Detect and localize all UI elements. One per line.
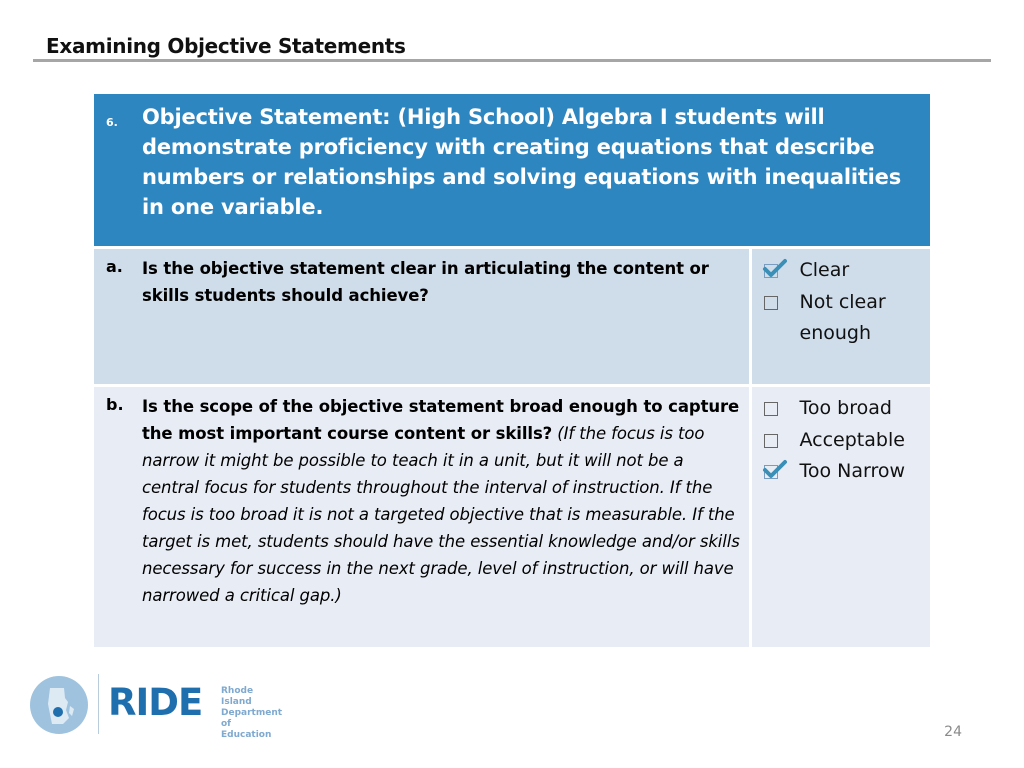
title-divider (33, 59, 991, 62)
objective-table (94, 94, 930, 647)
ride-subtitle-line: Rhode Island (221, 686, 254, 707)
option-acceptable[interactable] (762, 425, 931, 457)
question-bold: Is the scope of the objective statement broad enough to capture the most important course content or skills? (142, 397, 740, 443)
page-number: 24 (944, 724, 962, 740)
table-row (94, 248, 930, 386)
question-text (142, 386, 750, 648)
question-note: (If the focus is too narrow it might be possible to teach it in a unit, but it will not be a central focus for students throughout the interval of instruction. If the focus is too broad it is not a targeted objective that is measurable. If the target is met, students should have the essential knowledge and/or skills necessary for success in the next grade, level of instruction, or will have narrowed a critical gap.) (142, 424, 740, 605)
objective-statement: Objective Statement: (High School) Algebra I students will demonstrate proficiency with creating equations that describe numbers or relationships and solving equations with inequalities in one variable. (142, 94, 930, 248)
rhode-island-map-icon (30, 676, 88, 734)
option-too-broad[interactable] (762, 393, 931, 425)
ride-subtitle-line: Department (221, 708, 283, 718)
table-row (94, 386, 930, 648)
option-label: Too broad (799, 397, 892, 419)
ride-wordmark: RIDE (108, 681, 203, 724)
checkbox-icon[interactable] (764, 434, 778, 448)
option-not-clear-enough[interactable] (762, 287, 931, 350)
ride-subtitle (221, 686, 282, 741)
question-text (142, 248, 750, 386)
option-label: Acceptable (799, 428, 905, 451)
options-cell (750, 248, 930, 386)
options-cell (750, 386, 930, 648)
option-label: Too Narrow (799, 460, 906, 482)
option-label: Clear (799, 259, 850, 281)
question-bold: Is the objective statement clear in articulating the content or skills students should achieve? (142, 259, 709, 305)
ride-logo (30, 672, 283, 740)
row-letter: b. (94, 386, 142, 648)
objective-header-row (94, 94, 930, 248)
objective-number: 6. (94, 94, 142, 248)
checkmark-icon (760, 459, 788, 481)
checkbox-icon[interactable] (764, 402, 778, 416)
option-label: Not clear enough (799, 290, 886, 344)
option-too-narrow[interactable] (762, 456, 931, 488)
checkbox-icon[interactable] (764, 296, 778, 310)
logo-divider (98, 674, 99, 734)
slide-title: Examining Objective Statements (46, 34, 406, 58)
ride-subtitle-line: of Education (221, 719, 272, 740)
option-clear[interactable] (762, 255, 931, 287)
checkmark-icon (760, 258, 788, 280)
row-letter: a. (94, 248, 142, 386)
